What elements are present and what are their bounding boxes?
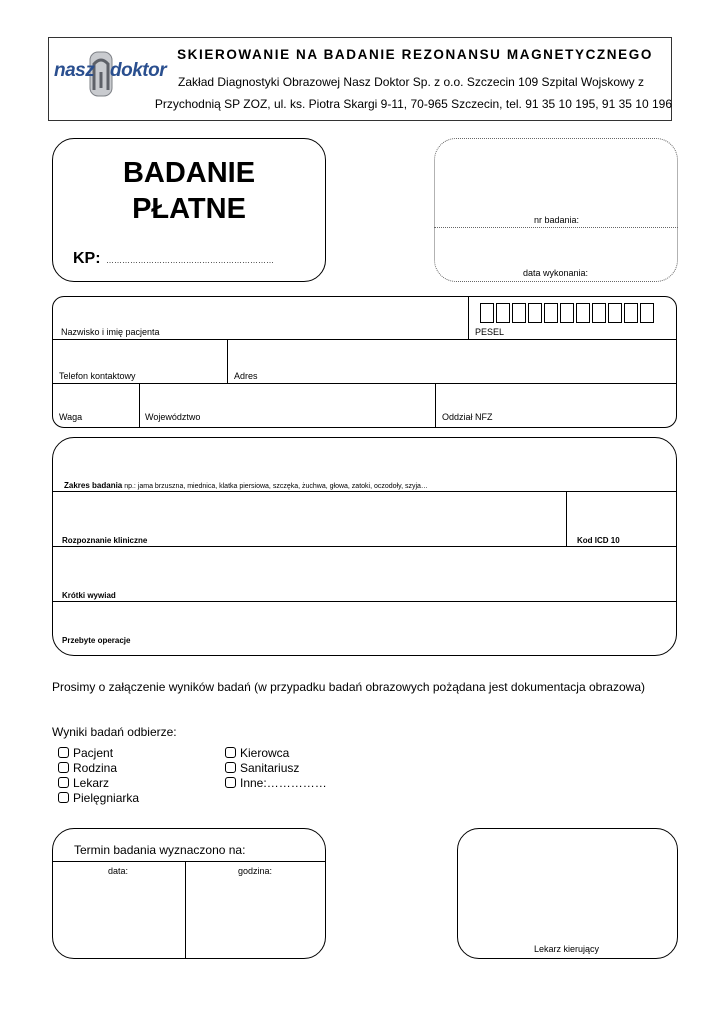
divider	[52, 601, 677, 602]
divider	[52, 861, 326, 862]
scope-label: Zakres badania	[64, 481, 123, 490]
phone-label: Telefon kontaktowy	[59, 371, 136, 381]
option-label: Pacjent	[73, 746, 114, 760]
icd-code-label: Kod ICD 10	[577, 536, 620, 545]
scope-label-row	[64, 481, 428, 490]
checkbox[interactable]	[225, 762, 236, 773]
pesel-digit-cell[interactable]	[512, 303, 526, 323]
option-driver[interactable]	[225, 746, 327, 761]
exam-box-divider	[434, 227, 678, 228]
nfz-branch-label: Oddział NFZ	[442, 412, 493, 422]
pesel-input[interactable]	[480, 303, 654, 323]
checkbox[interactable]	[225, 747, 236, 758]
divider	[139, 383, 140, 428]
pesel-label: PESEL	[475, 327, 505, 337]
header-address-line-1: Zakład Diagnostyki Obrazowej Nasz Doktor Sp. z o.o. Szczecin 109 Szpital Wojskowy z	[178, 75, 644, 89]
appointment-title: Termin badania wyznaczono na:	[74, 843, 246, 857]
divider	[52, 491, 677, 492]
divider	[52, 546, 677, 547]
option-other[interactable]	[225, 776, 327, 791]
checkbox[interactable]	[58, 777, 69, 788]
exam-number-box	[434, 138, 678, 282]
pesel-digit-cell[interactable]	[576, 303, 590, 323]
divider	[468, 296, 469, 340]
diagnosis-label: Rozpoznanie kliniczne	[62, 536, 148, 545]
option-nurse[interactable]	[58, 791, 139, 806]
option-label: Kierowca	[240, 746, 290, 760]
checkbox[interactable]	[58, 747, 69, 758]
option-label: Lekarz	[73, 776, 110, 790]
divider	[52, 383, 677, 384]
checkbox[interactable]	[58, 762, 69, 773]
kp-field[interactable]: ………………………………………………………	[106, 256, 274, 265]
pesel-digit-cell[interactable]	[560, 303, 574, 323]
divider	[185, 861, 186, 959]
form-title: SKIEROWANIE NA BADANIE REZONANSU MAGNETYCZNEGO	[177, 47, 653, 62]
pesel-digit-cell[interactable]	[592, 303, 606, 323]
divider	[52, 339, 677, 340]
pesel-digit-cell[interactable]	[528, 303, 542, 323]
pickup-title: Wyniki badań odbierze:	[52, 725, 177, 739]
pesel-digit-cell[interactable]	[608, 303, 622, 323]
appointment-date-label: data:	[108, 866, 129, 876]
pesel-digit-cell[interactable]	[544, 303, 558, 323]
logo-text-nasz: nasz	[54, 60, 95, 81]
operations-label: Przebyte operacje	[62, 636, 131, 645]
exam-number-label: nr badania:	[534, 215, 580, 225]
scope-hint: np.: jama brzuszna, miednica, klatka piersiowa, szczęka, żuchwa, głowa, zatoki, oczodoły, szyja…	[122, 483, 428, 490]
pesel-digit-cell[interactable]	[640, 303, 654, 323]
pickup-options-left	[58, 746, 139, 806]
voivodeship-label: Województwo	[145, 412, 201, 422]
pesel-digit-cell[interactable]	[480, 303, 494, 323]
referring-doctor-box	[457, 828, 678, 959]
request-text: Prosimy o załączenie wyników badań (w przypadku badań obrazowych pożądana jest dokumentacja obrazowa)	[52, 680, 645, 694]
option-label: Pielęgniarka	[73, 791, 140, 805]
referring-doctor-label: Lekarz kierujący	[534, 944, 600, 954]
exam-date-label: data wykonania:	[523, 268, 589, 278]
history-label: Krótki wywiad	[62, 591, 116, 600]
paid-title-line-1: BADANIE	[122, 157, 256, 189]
logo	[54, 50, 167, 98]
weight-label: Waga	[59, 412, 83, 422]
option-patient[interactable]	[58, 746, 139, 761]
divider	[227, 339, 228, 383]
pesel-digit-cell[interactable]	[624, 303, 638, 323]
option-paramedic[interactable]	[225, 761, 327, 776]
checkbox[interactable]	[225, 777, 236, 788]
patient-name-label: Nazwisko i imię pacjenta	[61, 327, 160, 337]
pesel-digit-cell[interactable]	[496, 303, 510, 323]
option-label: Rodzina	[73, 761, 118, 775]
header-address-line-2: Przychodnią SP ZOZ, ul. ks. Piotra Skargi 9-11, 70-965 Szczecin, tel. 91 35 10 195, 91 35 10 196	[154, 97, 672, 111]
option-label: Inne:……………	[240, 776, 327, 790]
checkbox[interactable]	[58, 792, 69, 803]
appointment-time-label: godzina:	[238, 866, 273, 876]
option-label: Sanitariusz	[240, 761, 300, 775]
option-doctor[interactable]	[58, 776, 139, 791]
pickup-options-right	[225, 746, 327, 791]
option-family[interactable]	[58, 761, 139, 776]
divider	[435, 383, 436, 428]
kp-label: KP:	[73, 250, 101, 267]
address-label: Adres	[234, 371, 258, 381]
paid-title-line-2: PŁATNE	[132, 193, 246, 225]
logo-text-doktor: doktor	[110, 60, 167, 81]
divider	[566, 491, 567, 546]
